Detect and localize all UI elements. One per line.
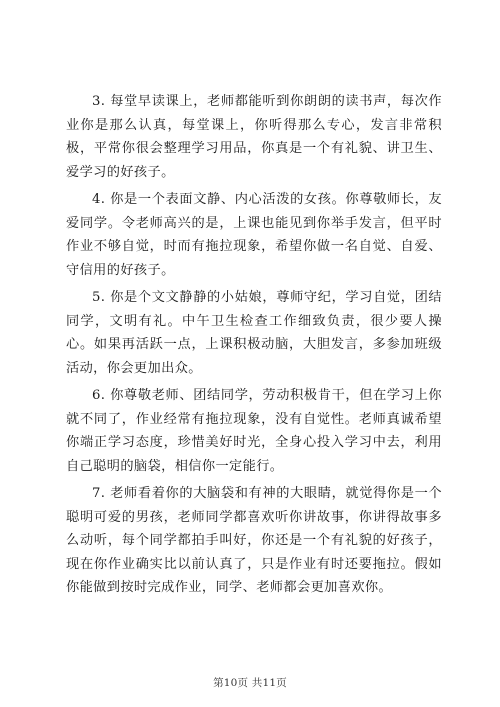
document-body [66, 90, 442, 604]
paragraph-3: 3. 每堂早读课上，老师都能听到你朗朗的读书声，每次作业你是那么认真，每堂课上，你听得那么专心，发言非常积极，平常你很会整理学习用品，你真是一个有礼貌、讲卫生、爱学习的好孩子。 [66, 94, 442, 180]
paragraph-4: 4. 你是一个表面文静、内心活泼的女孩。你尊敬师长，友爱同学。令老师高兴的是，上课也能见到你举手发言，但平时作业不够自觉，时而有拖拉现象，希望你做一名自觉、自爱、守信用的好孩子。 [66, 192, 442, 278]
page-number-footer: 第10页 共11页 [213, 677, 287, 689]
paragraph-7: 7. 老师看着你的大脑袋和有神的大眼睛，就觉得你是一个聪明可爱的男孩，老师同学都喜欢听你讲故事，你讲得故事多么动听，每个同学都拍手叫好，你还是一个有礼貌的好孩子，现在你作业确实比以前认真了，只是作业有时还要拖拉。假如你能做到按时完成作业，同学、老师都会更加喜欢你。 [66, 486, 442, 595]
paragraph-6: 6. 你尊敬老师、团结同学，劳动积极肯干，但在学习上你就不同了，作业经常有拖拉现象，没有自觉性。老师真诚希望你端正学习态度，珍惜美好时光，全身心投入学习中去，利用自己聪明的脑袋，相信你一定能行。 [66, 388, 442, 474]
paragraph-5: 5. 你是个文文静静的小姑娘，尊师守纪，学习自觉，团结同学，文明有礼。中午卫生检查工作细致负责，很少要人操心。如果再活跃一点，上课积极动脑，大胆发言，多参加班级活动，你会更加出众。 [66, 290, 442, 376]
